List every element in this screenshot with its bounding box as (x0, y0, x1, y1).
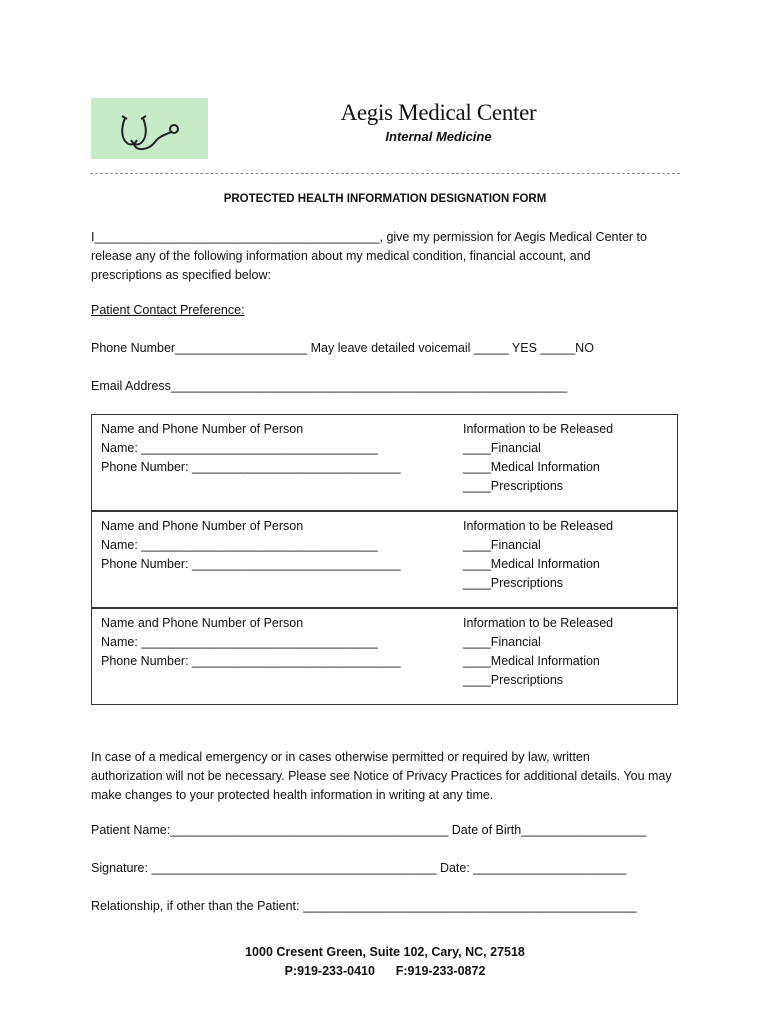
designee-phone-field[interactable]: Phone Number: ______________________________ (101, 557, 401, 571)
person-heading: Name and Phone Number of Person (101, 422, 304, 436)
option-prescriptions[interactable]: ____Prescriptions (463, 673, 564, 687)
relationship-field[interactable]: Relationship, if other than the Patient: ________________________________________________ (91, 899, 637, 913)
intro-line[interactable]: I_________________________________________, give my permission for Aegis Medical Center to (91, 230, 647, 244)
person-heading: Name and Phone Number of Person (101, 519, 304, 533)
emergency-line: In case of a medical emergency or in cases otherwise permitted or required by law, written (91, 750, 590, 764)
emergency-line: authorization will not be necessary. Please see Notice of Privacy Practices for additional details. You may (91, 769, 672, 783)
emergency-line: make changes to your protected health information in writing at any time. (91, 788, 494, 802)
designee-box-3 (91, 608, 678, 705)
release-heading: Information to be Released (463, 519, 614, 533)
footer-contact: P:919-233-0410 F:919-233-0872 (284, 964, 486, 978)
org-name: Aegis Medical Center (340, 100, 537, 125)
designee-phone-field[interactable]: Phone Number: ______________________________ (101, 654, 401, 668)
designee-phone-field[interactable]: Phone Number: ______________________________ (101, 460, 401, 474)
intro-line: prescriptions as specified below: (91, 268, 271, 282)
contact-preference-heading: Patient Contact Preference: (91, 303, 245, 317)
signature-date-field[interactable]: Signature: _________________________________________ Date: ______________________ (91, 861, 627, 875)
designee-box-1 (91, 414, 678, 511)
patient-name-dob-field[interactable]: Patient Name:________________________________________ Date of Birth__________________ (91, 823, 647, 837)
footer (90, 943, 680, 981)
form-title: PROTECTED HEALTH INFORMATION DESIGNATION FORM (223, 193, 547, 205)
option-medical[interactable]: ____Medical Information (463, 460, 600, 474)
emergency-paragraph (91, 748, 691, 805)
footer-address: 1000 Cresent Green, Suite 102, Cary, NC, 27518 (245, 945, 525, 959)
release-heading: Information to be Released (463, 616, 614, 630)
designee-box-2 (91, 511, 678, 608)
designee-name-field[interactable]: Name: __________________________________ (101, 441, 378, 455)
option-medical[interactable]: ____Medical Information (463, 654, 600, 668)
designee-name-field[interactable]: Name: __________________________________ (101, 635, 378, 649)
email-field[interactable]: Email Address_________________________________________________________ (91, 379, 568, 393)
option-financial[interactable]: ____Financial (463, 538, 541, 552)
designee-name-field[interactable]: Name: __________________________________ (101, 538, 378, 552)
header-divider (90, 173, 680, 174)
intro-line: release any of the following information about my medical condition, financial account, and (91, 249, 591, 263)
option-financial[interactable]: ____Financial (463, 635, 541, 649)
phone-voicemail-field[interactable]: Phone Number___________________ May leave detailed voicemail _____ YES _____NO (91, 341, 594, 355)
release-heading: Information to be Released (463, 422, 614, 436)
option-prescriptions[interactable]: ____Prescriptions (463, 479, 564, 493)
person-heading: Name and Phone Number of Person (101, 616, 304, 630)
intro-paragraph (91, 228, 691, 285)
option-financial[interactable]: ____Financial (463, 441, 541, 455)
department-name: Internal Medicine (385, 129, 492, 144)
option-medical[interactable]: ____Medical Information (463, 557, 600, 571)
option-prescriptions[interactable]: ____Prescriptions (463, 576, 564, 590)
